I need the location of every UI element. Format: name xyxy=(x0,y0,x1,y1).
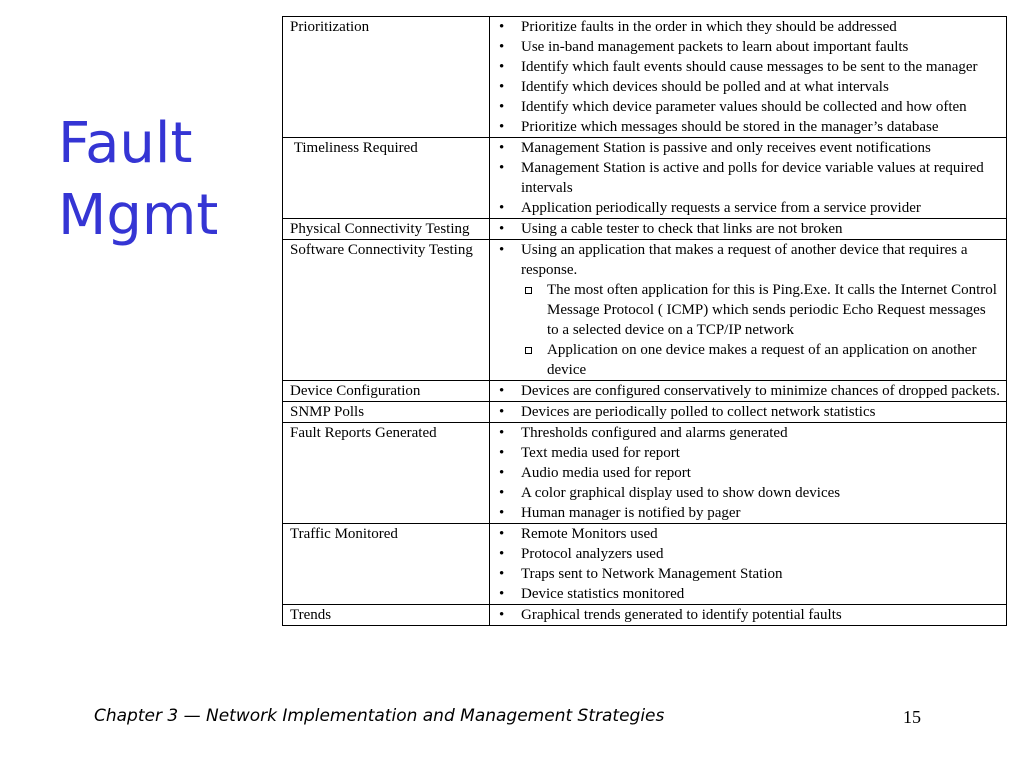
table-row xyxy=(283,219,1007,240)
sub-list-item: Application on one device makes a request of an application on another device xyxy=(547,340,1000,380)
list-item: • Devices are configured conservatively to minimize chances of dropped packets. xyxy=(521,381,1000,401)
table-row xyxy=(283,17,1007,138)
list-item: • Identify which fault events should cause messages to be sent to the manager xyxy=(521,57,1000,77)
bullet-list xyxy=(497,605,1000,625)
bullet-list xyxy=(497,219,1000,239)
bullet-list xyxy=(497,138,1000,218)
list-item: • Remote Monitors used xyxy=(521,524,1000,544)
bullet-list xyxy=(497,240,1000,380)
details-cell xyxy=(490,524,1007,605)
list-item: • Devices are periodically polled to collect network statistics xyxy=(521,402,1000,422)
list-item: • Management Station is active and polls for device variable values at required intervals xyxy=(521,158,1000,198)
list-item: • Management Station is passive and only receives event notifications xyxy=(521,138,1000,158)
sub-bullet-list xyxy=(521,280,1000,380)
details-cell xyxy=(490,138,1007,219)
list-item: • Application periodically requests a service from a service provider xyxy=(521,198,1000,218)
bullet-list xyxy=(497,423,1000,523)
bullet-list xyxy=(497,17,1000,137)
table-row xyxy=(283,240,1007,381)
fault-management-table xyxy=(282,16,1007,626)
category-cell: Traffic Monitored xyxy=(283,524,490,605)
bullet-list xyxy=(497,524,1000,604)
slide-title-line-1: Fault xyxy=(58,111,193,176)
list-item: • Identify which device parameter values should be collected and how often xyxy=(521,97,1000,117)
table-row xyxy=(283,402,1007,423)
category-cell: Physical Connectivity Testing xyxy=(283,219,490,240)
list-item: • Human manager is notified by pager xyxy=(521,503,1000,523)
category-cell: Trends xyxy=(283,605,490,626)
details-cell xyxy=(490,423,1007,524)
category-cell: Prioritization xyxy=(283,17,490,138)
category-cell: Timeliness Required xyxy=(283,138,490,219)
details-cell xyxy=(490,17,1007,138)
details-cell xyxy=(490,381,1007,402)
category-cell: Software Connectivity Testing xyxy=(283,240,490,381)
table-row xyxy=(283,138,1007,219)
list-item: • Protocol analyzers used xyxy=(521,544,1000,564)
list-item-text: Using an application that makes a request of another device that requires a response. xyxy=(521,242,968,278)
list-item: • Graphical trends generated to identify potential faults xyxy=(521,605,1000,625)
bullet-list xyxy=(497,381,1000,401)
list-item: • Prioritize faults in the order in which they should be addressed xyxy=(521,17,1000,37)
list-item: • Device statistics monitored xyxy=(521,584,1000,604)
category-cell: SNMP Polls xyxy=(283,402,490,423)
list-item xyxy=(521,240,1000,380)
slide-title-line-2: Mgmt xyxy=(58,183,219,248)
list-item: • A color graphical display used to show down devices xyxy=(521,483,1000,503)
table-row xyxy=(283,381,1007,402)
list-item: • Use in-band management packets to learn about important faults xyxy=(521,37,1000,57)
category-cell: Fault Reports Generated xyxy=(283,423,490,524)
category-cell: Device Configuration xyxy=(283,381,490,402)
list-item: • Thresholds configured and alarms generated xyxy=(521,423,1000,443)
details-cell xyxy=(490,402,1007,423)
list-item: • Using a cable tester to check that links are not broken xyxy=(521,219,1000,239)
details-cell xyxy=(490,605,1007,626)
table-row xyxy=(283,423,1007,524)
table-row xyxy=(283,605,1007,626)
sub-list-item: The most often application for this is Ping.Exe. It calls the Internet Control Message Protocol ( ICMP) which sends periodic Echo Request messages to a selected device on a TCP/IP network xyxy=(547,280,1000,340)
bullet-list xyxy=(497,402,1000,422)
list-item: • Identify which devices should be polled and at what intervals xyxy=(521,77,1000,97)
details-cell xyxy=(490,219,1007,240)
slide-title xyxy=(58,108,258,252)
list-item: • Traps sent to Network Management Station xyxy=(521,564,1000,584)
list-item: • Text media used for report xyxy=(521,443,1000,463)
details-cell xyxy=(490,240,1007,381)
table-row xyxy=(283,524,1007,605)
list-item: • Prioritize which messages should be stored in the manager’s database xyxy=(521,117,1000,137)
page-number: 15 xyxy=(903,707,921,727)
footer-chapter-title: Chapter 3 — Network Implementation and Management Strategies xyxy=(94,706,665,726)
list-item: • Audio media used for report xyxy=(521,463,1000,483)
